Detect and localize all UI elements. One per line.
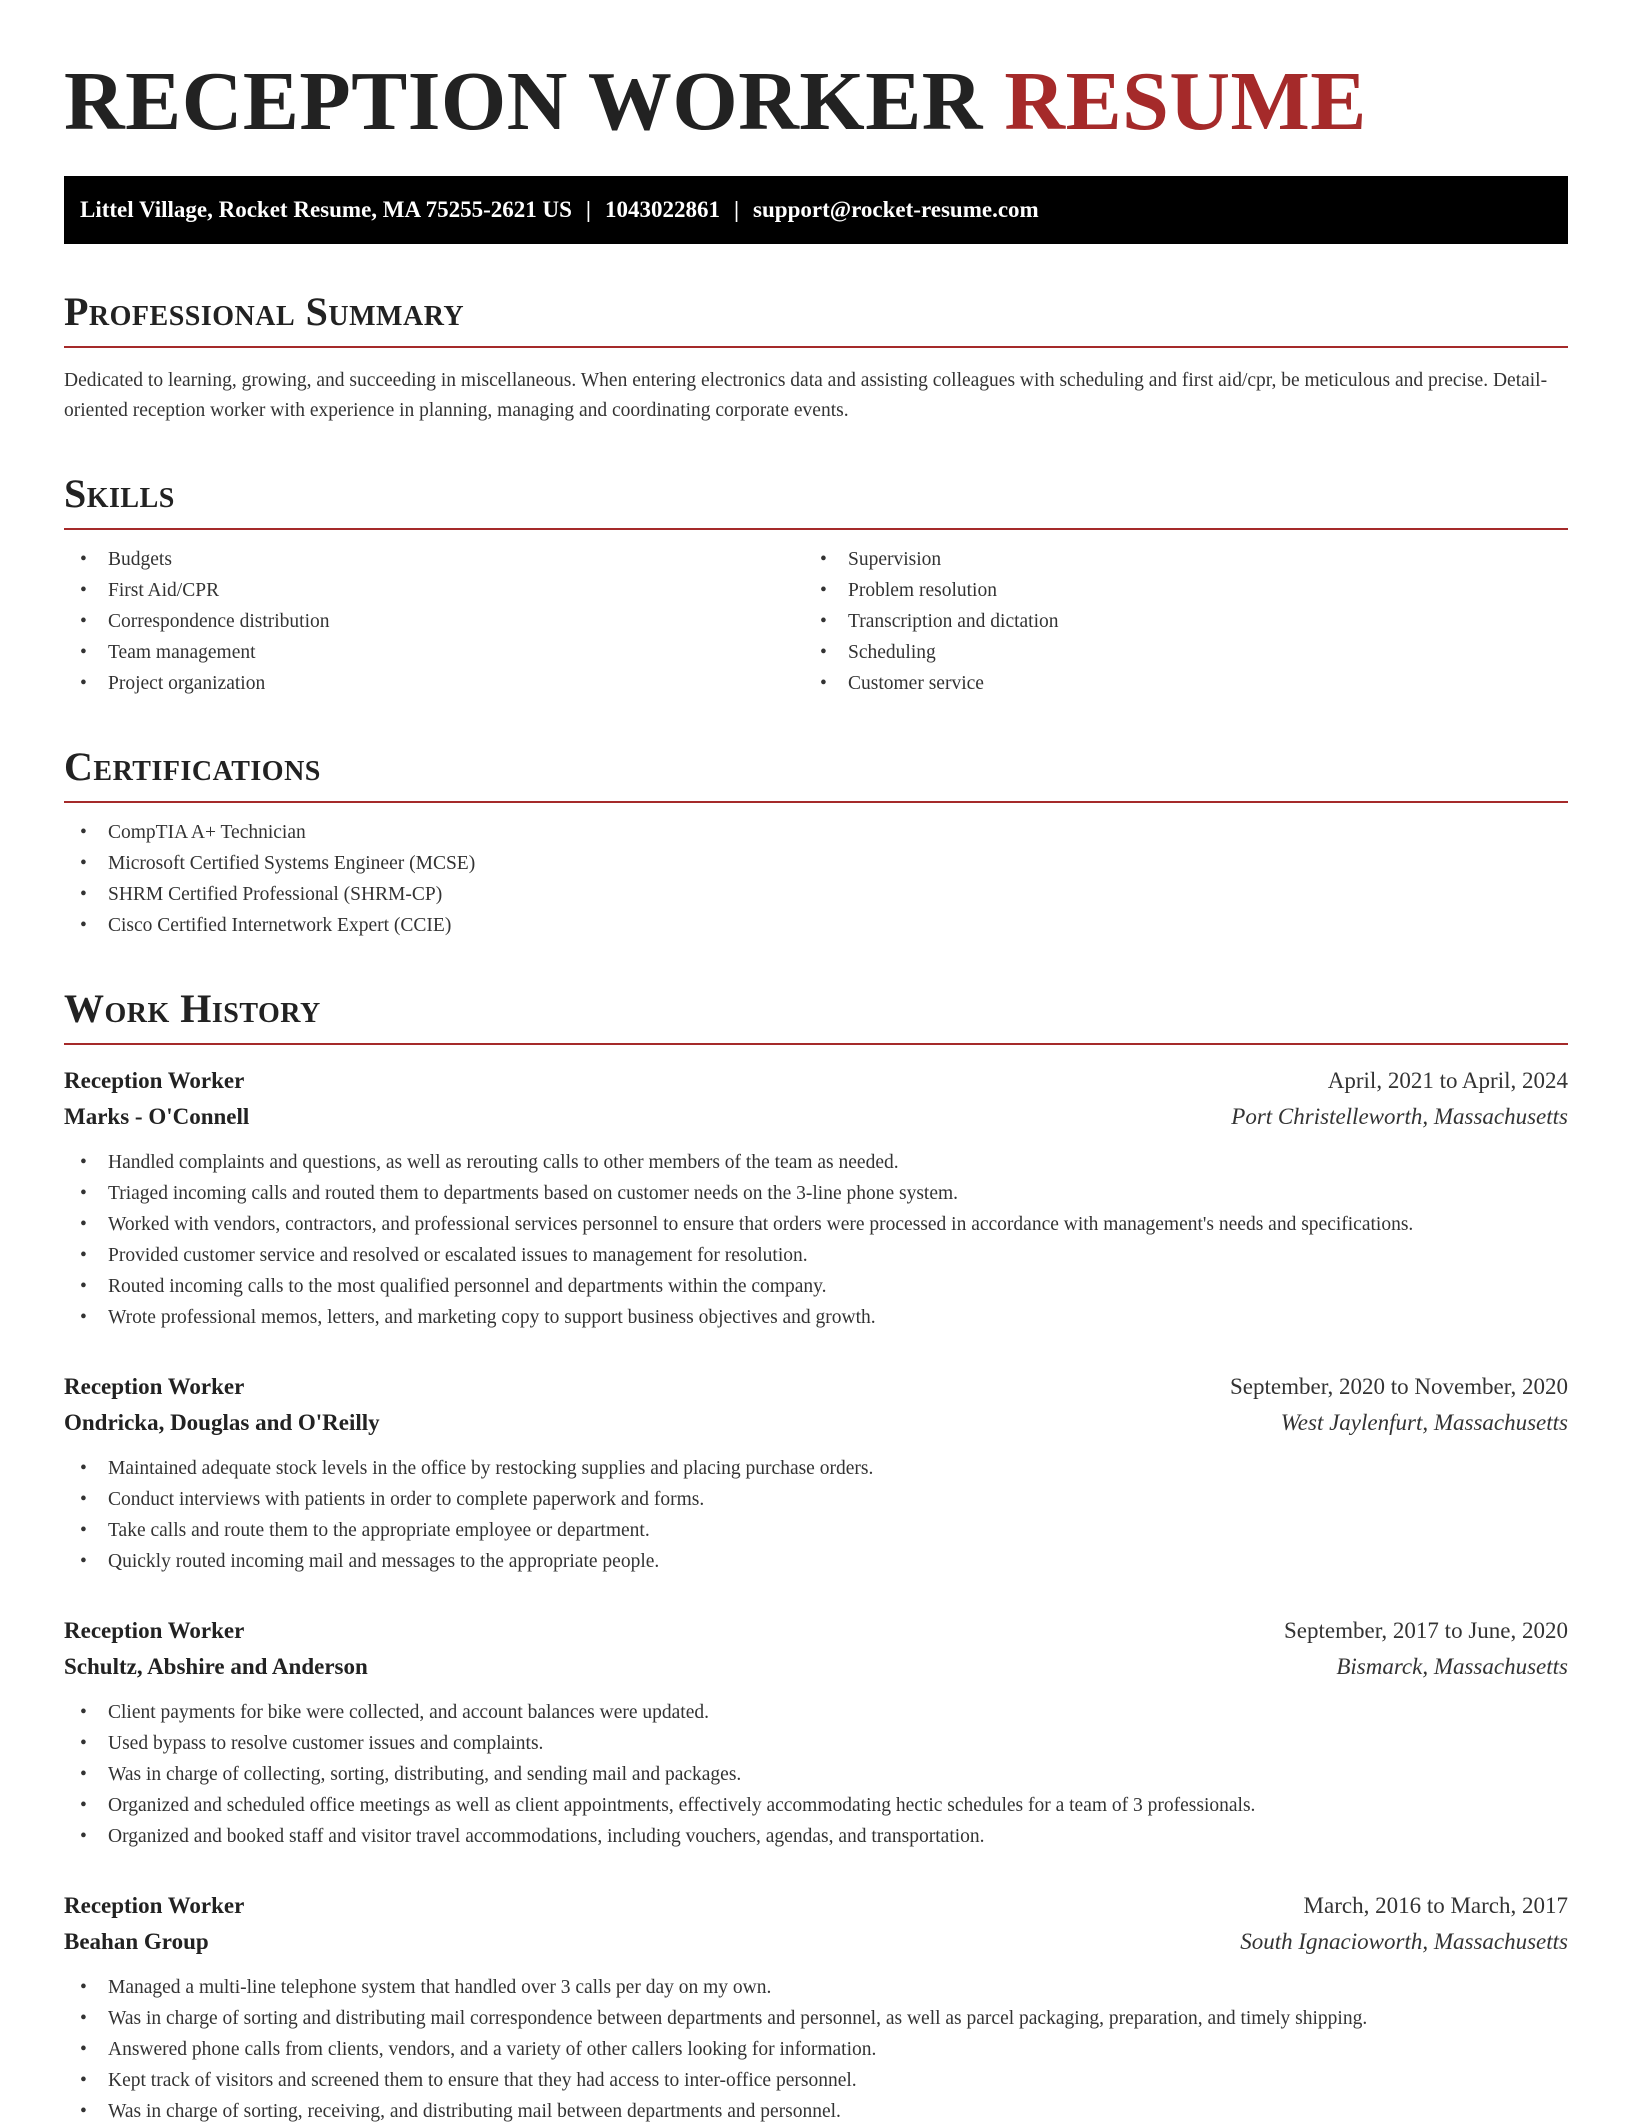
title-accent: RESUME: [1004, 55, 1367, 148]
job-company-row: [64, 1405, 1568, 1441]
job-company: Marks - O'Connell: [64, 1104, 250, 1129]
job-entry: [64, 1888, 1568, 2127]
job-bullets: [64, 1697, 1568, 1852]
job-company: Beahan Group: [64, 1929, 209, 1954]
certification-item: • Microsoft Certified Systems Engineer (MCSE): [64, 848, 1568, 879]
job-header-row: [64, 1613, 1568, 1649]
skill-item: • Supervision: [804, 544, 1544, 575]
job-bullet: • Client payments for bike were collected, and account balances were updated.: [64, 1697, 1568, 1728]
job-dates: March, 2016 to March, 2017: [1303, 1893, 1568, 1918]
job-dates: September, 2020 to November, 2020: [1230, 1374, 1568, 1399]
job-location: South Ignacioworth, Massachusetts: [1240, 1929, 1568, 1954]
job-role: Reception Worker: [64, 1374, 245, 1399]
job-location: Port Christelleworth, Massachusetts: [1231, 1104, 1568, 1129]
work-history-section: [64, 985, 1568, 2127]
summary-text: Dedicated to learning, growing, and succeeding in miscellaneous. When entering electronics data and assisting colleagues with scheduling and first aid/cpr, be meticulous and precise. Detail-oriented reception worker with experience in planning, managing and coordinating corporate events.: [64, 370, 1548, 421]
job-bullets: [64, 1147, 1568, 1333]
job-bullet: • Answered phone calls from clients, vendors, and a variety of other callers looking for information.: [64, 2034, 1568, 2065]
job-bullet: • Maintained adequate stock levels in the office by restocking supplies and placing purchase orders.: [64, 1453, 1568, 1484]
job-company-row: [64, 1649, 1568, 1685]
job-dates: September, 2017 to June, 2020: [1284, 1618, 1568, 1643]
job-bullet: • Take calls and route them to the appropriate employee or department.: [64, 1515, 1568, 1546]
skill-item: • First Aid/CPR: [64, 575, 804, 606]
job-bullet: • Was in charge of sorting and distributing mail correspondence between departments and personnel, as well as parcel packaging, preparation, and timely shipping.: [64, 2003, 1568, 2034]
job-header-row: [64, 1063, 1568, 1099]
certifications-heading: Certifications: [64, 743, 1568, 803]
job-bullet: • Kept track of visitors and screened them to ensure that they had access to inter-office personnel.: [64, 2065, 1568, 2096]
skills-grid: [64, 530, 1568, 699]
skill-item: • Project organization: [64, 668, 804, 699]
job-bullet: • Wrote professional memos, letters, and marketing copy to support business objectives and growth.: [64, 1302, 1568, 1333]
job-bullet: • Quickly routed incoming mail and messages to the appropriate people.: [64, 1546, 1568, 1577]
skills-section: [64, 470, 1568, 699]
job-entry: [64, 1613, 1568, 1852]
skills-list-right: [804, 544, 1544, 699]
job-bullet: • Was in charge of collecting, sorting, distributing, and sending mail and packages.: [64, 1759, 1568, 1790]
job-role: Reception Worker: [64, 1893, 245, 1918]
job-location: Bismarck, Massachusetts: [1336, 1654, 1568, 1679]
job-dates: April, 2021 to April, 2024: [1327, 1068, 1568, 1093]
certifications-section: [64, 743, 1568, 941]
skill-item: • Team management: [64, 637, 804, 668]
job-location: West Jaylenfurt, Massachusetts: [1280, 1410, 1568, 1435]
job-company: Schultz, Abshire and Anderson: [64, 1654, 368, 1679]
job-bullet: • Triaged incoming calls and routed them to departments based on customer needs on the 3-line phone system.: [64, 1178, 1568, 1209]
contact-email: support@rocket-resume.com: [753, 197, 1039, 222]
skill-item: • Problem resolution: [804, 575, 1544, 606]
skill-item: • Scheduling: [804, 637, 1544, 668]
job-entry: [64, 1063, 1568, 1333]
job-bullets: [64, 1453, 1568, 1577]
job-company: Ondricka, Douglas and O'Reilly: [64, 1410, 380, 1435]
job-bullet: • Provided customer service and resolved or escalated issues to management for resolution.: [64, 1240, 1568, 1271]
contact-separator: |: [733, 197, 740, 222]
certification-item: • SHRM Certified Professional (SHRM-CP): [64, 879, 1568, 910]
summary-section: [64, 288, 1568, 426]
certifications-list: [64, 817, 1568, 941]
job-bullet: • Routed incoming calls to the most qualified personnel and departments within the company.: [64, 1271, 1568, 1302]
job-bullet: • Used bypass to resolve customer issues and complaints.: [64, 1728, 1568, 1759]
job-bullet: • Worked with vendors, contractors, and professional services personnel to ensure that orders were processed in accordance with management's needs and specifications.: [64, 1209, 1568, 1240]
work-history-heading: Work History: [64, 985, 1568, 1045]
job-bullet: • Managed a multi-line telephone system that handled over 3 calls per day on my own.: [64, 1972, 1568, 2003]
job-role: Reception Worker: [64, 1068, 245, 1093]
job-company-row: [64, 1924, 1568, 1960]
summary-heading: Professional Summary: [64, 288, 1568, 348]
skill-item: • Correspondence distribution: [64, 606, 804, 637]
job-header-row: [64, 1369, 1568, 1405]
job-role: Reception Worker: [64, 1618, 245, 1643]
contact-bar: [64, 176, 1568, 244]
resume-title: [64, 0, 1568, 152]
skill-item: • Budgets: [64, 544, 804, 575]
job-bullet: • Handled complaints and questions, as well as rerouting calls to other members of the team as needed.: [64, 1147, 1568, 1178]
contact-address: Littel Village, Rocket Resume, MA 75255-2621 US: [80, 197, 572, 222]
contact-phone: 1043022861: [604, 197, 720, 222]
skill-item: • Customer service: [804, 668, 1544, 699]
resume-page: [64, 0, 1568, 2127]
contact-separator: |: [585, 197, 591, 222]
job-bullets: [64, 1972, 1568, 2127]
skills-list-left: [64, 544, 804, 699]
job-header-row: [64, 1888, 1568, 1924]
skills-heading: Skills: [64, 470, 1568, 530]
job-bullet: • Organized and scheduled office meetings as well as client appointments, effectively accommodating hectic schedules for a team of 3 professionals.: [64, 1790, 1568, 1821]
certification-item: • CompTIA A+ Technician: [64, 817, 1568, 848]
job-bullet: • Conduct interviews with patients in order to complete paperwork and forms.: [64, 1484, 1568, 1515]
job-company-row: [64, 1099, 1568, 1135]
job-bullet: • Organized and booked staff and visitor travel accommodations, including vouchers, agendas, and transportation.: [64, 1821, 1568, 1852]
skill-item: • Transcription and dictation: [804, 606, 1544, 637]
certification-item: • Cisco Certified Internetwork Expert (CCIE): [64, 910, 1568, 941]
title-main: RECEPTION WORKER: [64, 55, 983, 148]
job-bullet: • Was in charge of sorting, receiving, and distributing mail between departments and personnel.: [64, 2096, 1568, 2127]
job-entry: [64, 1369, 1568, 1577]
